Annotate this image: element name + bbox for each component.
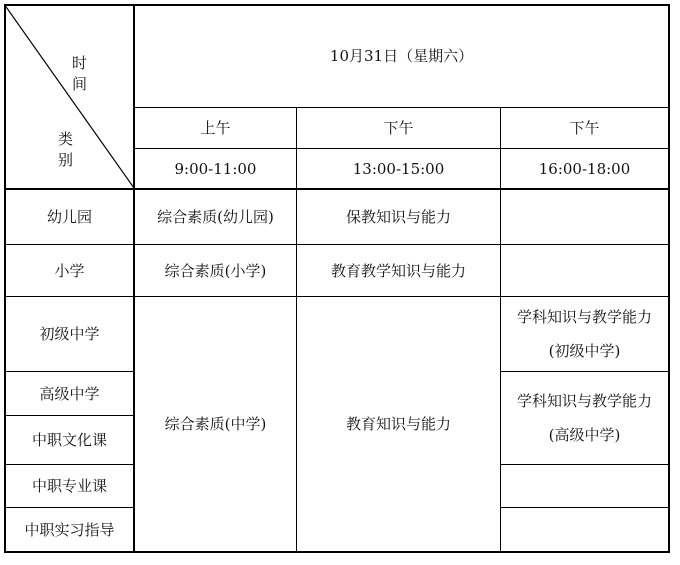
session-3-time: 16:00-18:00 — [538, 159, 631, 178]
divider-row-6-right — [500, 507, 669, 508]
session-1-time: 9:00-11:00 — [174, 159, 257, 178]
category-senior-secondary: 高级中学 — [39, 384, 100, 403]
category-vocational-major: 中职专业课 — [31, 477, 107, 495]
border-bottom — [4, 551, 670, 553]
category-kindergarten: 幼儿园 — [46, 208, 92, 226]
subject-secondary-overall: 综合素质(中学) — [164, 415, 267, 433]
subject-primary-overall: 综合素质(小学) — [164, 261, 267, 280]
session-1-label: 上午 — [200, 119, 231, 137]
session-3-label: 下午 — [569, 119, 600, 137]
border-right — [668, 4, 670, 553]
subject-junior-discipline — [501, 297, 668, 371]
category-junior-secondary: 初级中学 — [39, 325, 100, 343]
divider-row-5-right — [500, 464, 669, 465]
subject-primary-teaching: 教育教学知识与能力 — [330, 261, 466, 280]
subject-senior-discipline — [501, 372, 668, 464]
category-vocational-culture: 中职文化课 — [31, 431, 107, 449]
session-2-label: 下午 — [383, 119, 414, 137]
subject-junior-discipline-line1: 学科知识与教学能力 — [516, 308, 652, 326]
category-primary: 小学 — [54, 261, 85, 280]
date-header: 10月31日（星期六） — [329, 47, 474, 65]
subject-senior-discipline-line1: 学科知识与教学能力 — [516, 392, 652, 410]
subject-kindergarten-overall: 综合素质(幼儿园) — [157, 208, 274, 226]
subject-secondary-education: 教育知识与能力 — [345, 415, 451, 433]
category-vocational-practice: 中职实习指导 — [24, 520, 115, 539]
session-2-time: 13:00-15:00 — [352, 159, 445, 178]
subject-kindergarten-care: 保教知识与能力 — [345, 208, 451, 226]
corner-category-label: 类别 — [58, 130, 74, 169]
corner-time-label: 时间 — [72, 54, 88, 93]
subject-junior-discipline-line2: (初级中学) — [548, 342, 621, 360]
subject-senior-discipline-line2: (高级中学) — [548, 426, 621, 444]
